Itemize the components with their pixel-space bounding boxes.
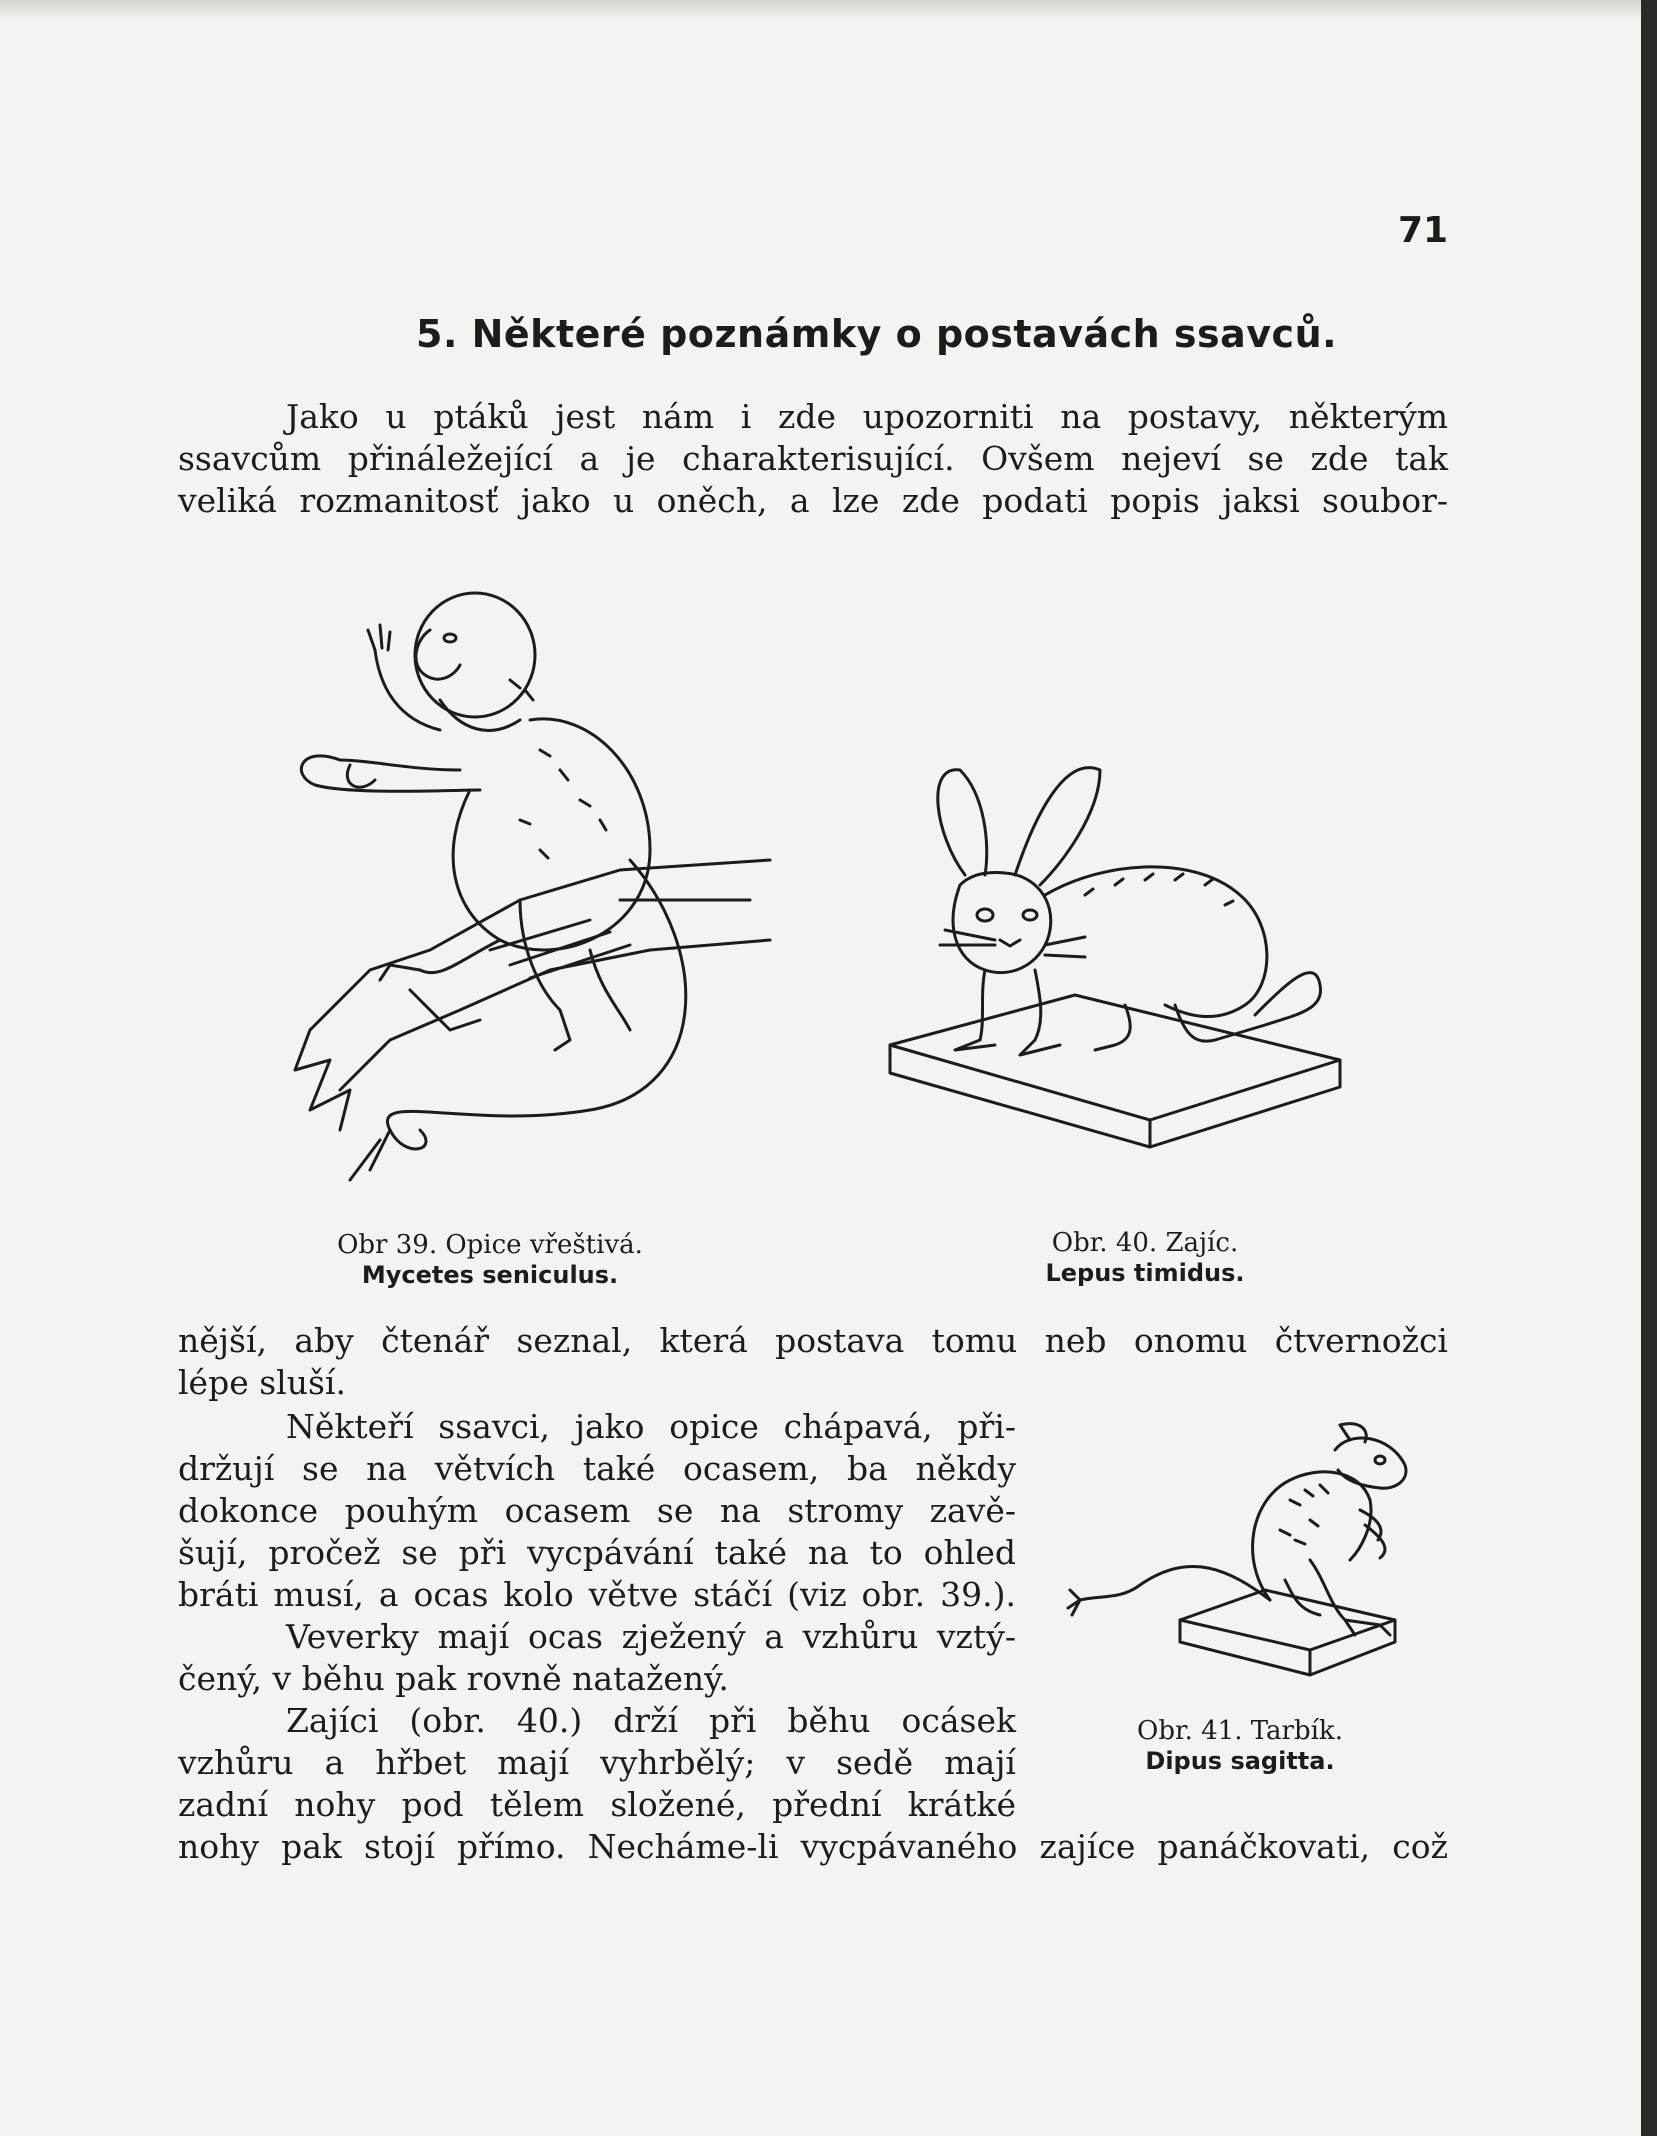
caption-fig40-latin: Lepus timidus. <box>1045 1259 1245 1287</box>
intro-paragraph <box>178 396 1448 522</box>
narrow-line-3: dokonce pouhým ocasem se na stromy zavě- <box>178 1491 1016 1530</box>
caption-fig40 <box>1010 1228 1280 1288</box>
narrow-line-9: vzhůru a hřbet mají vyhrbělý; v sedě mají <box>178 1743 1016 1782</box>
hare-illustration <box>885 755 1355 1135</box>
body-paragraph-bottom <box>178 1826 1448 1868</box>
narrow-line-5: bráti musí, a ocas kolo větve stáčí (viz obr. 39.). <box>178 1575 1016 1614</box>
page-number: 71 <box>1398 210 1449 251</box>
caption-fig39-latin: Mycetes seniculus. <box>361 1261 619 1289</box>
narrow-line-4: šují, pročež se při vycpávání také na to ohled <box>178 1533 1016 1572</box>
page-binding-edge <box>1641 0 1657 2136</box>
body-paragraph-narrow <box>178 1406 1016 1826</box>
narrow-line-8: Zajíci (obr. 40.) drží při běhu ocásek <box>286 1701 1016 1740</box>
body-line-1: nější, aby čtenář seznal, která postava tomu neb onomu čtvernožci <box>178 1321 1448 1360</box>
intro-line-2: ssavcům přináležející a je charakterisující. Ovšem nejeví se zde tak <box>178 439 1448 478</box>
narrow-line-7: čený, v běhu pak rovně natažený. <box>178 1659 729 1698</box>
caption-fig41-latin: Dipus sagitta. <box>1145 1747 1335 1775</box>
body-paragraph-top <box>178 1320 1448 1404</box>
caption-fig40-label: Obr. 40. Zajíc. <box>1051 1228 1239 1258</box>
intro-line-1: Jako u ptáků jest nám i zde upozorniti na postavy, některým <box>286 397 1448 436</box>
section-heading: 5. Některé poznámky o postavách ssavců. <box>416 312 1338 356</box>
narrow-line-2: držují se na větvích také ocasem, ba někdy <box>178 1449 1016 1488</box>
caption-fig39-label: Obr 39. Opice vřeštivá. <box>337 1230 643 1260</box>
body-line-2: lépe sluší. <box>178 1363 346 1402</box>
narrow-line-6: Veverky mají ocas zježený a vzhůru vztý- <box>286 1617 1016 1656</box>
monkey-illustration <box>290 570 790 1190</box>
page-top-edge <box>0 0 1657 22</box>
caption-fig41-label: Obr. 41. Tarbík. <box>1137 1716 1343 1746</box>
caption-fig41 <box>1090 1716 1390 1776</box>
narrow-line-10: zadní nohy pod tělem složené, přední krátké <box>178 1785 1016 1824</box>
body-last-line: nohy pak stojí přímo. Necháme-li vycpávaného zajíce panáčkovati, což <box>178 1827 1448 1866</box>
intro-line-3: veliká rozmanitosť jako u oněch, a lze zde podati popis jaksi soubor- <box>178 481 1448 520</box>
caption-fig39 <box>300 1230 680 1290</box>
narrow-line-1: Někteří ssavci, jako opice chápavá, při- <box>286 1407 1016 1446</box>
jerboa-illustration <box>1060 1410 1420 1700</box>
